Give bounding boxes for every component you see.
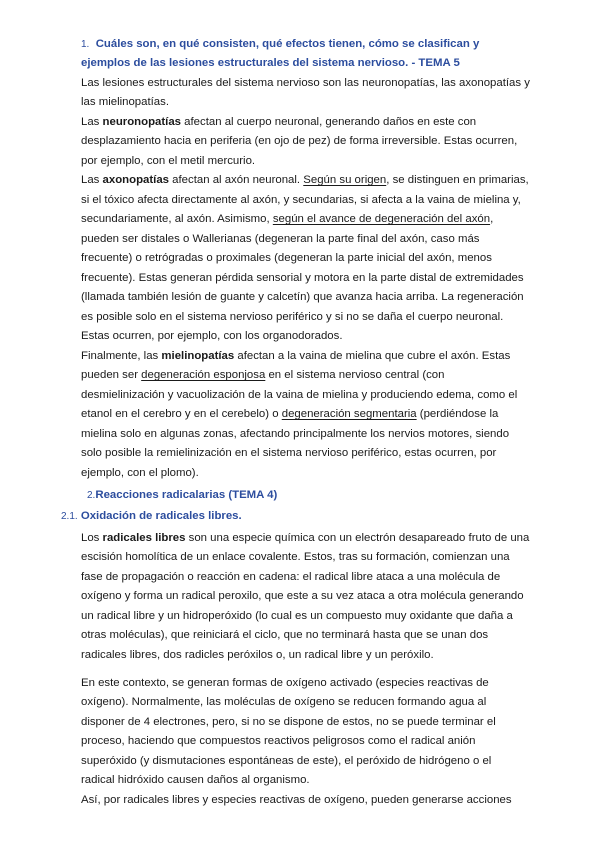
myelinopathy-line: solo posible la remielinización en el sistema nervioso periférico, estas ocurren, por	[81, 447, 497, 459]
section-1-heading	[81, 37, 479, 52]
term-axonopatias: axonopatías	[102, 174, 169, 186]
neuronopathy-line: Las neuronopatías afectan al cuerpo neuronal, generando daños en este con	[81, 116, 477, 128]
section-1-number: 1.	[81, 39, 90, 50]
underlined-text: degeneración segmentaria	[281, 408, 417, 420]
ros-line: oxígeno). Normalmente, las moléculas de oxígeno se reducen formando agua al	[81, 696, 487, 708]
axonopathy-line: Las axonopatías afectan al axón neuronal. Según su origen, se distinguen en primarias,	[81, 174, 529, 186]
axonopathy-line: frecuente) o retrógradas o proximales (degeneran la parte inicial del axón, menos	[81, 252, 492, 264]
free-radicals-line: oxígeno y forma un radical peroxilo, que este a su vez ataca a otra molécula generando	[81, 590, 524, 602]
ros-line: disponer de 4 electrones, pero, si no se dispone de estos, no se puede terminar el	[81, 716, 496, 728]
axonopathy-line: secundariamente, al axón. Asimismo, según el avance de degeneración del axón,	[81, 213, 494, 225]
term-mielinopatias: mielinopatías	[161, 350, 235, 362]
free-radicals-line: radicales libres, dos radicles peróxilos o, un radical libre y un peróxilo.	[81, 649, 434, 661]
ros-line: proceso, haciendo que compuestos reactivos peligrosos como el radical anión	[81, 735, 476, 747]
free-radicals-line: Los radicales libres son una especie química con un electrón desapareado fruto de una	[81, 532, 530, 544]
ros-line: superóxido (y dismutaciones espontáneas de este), el peróxido de hidrógeno o el	[81, 755, 492, 767]
axonopathy-line: frecuente). Estas generan pérdida sensorial y motora en la parte distal de extremidades	[81, 272, 524, 284]
neuronopathy-line: por ejemplo, con el metil mercurio.	[81, 155, 256, 167]
axonopathy-line: (llamada también lesión de guante y calcetín) que avanza hacia arriba. La regeneración	[81, 291, 524, 303]
axonopathy-line: Estas ocurren, por ejemplo, con los organodorados.	[81, 330, 343, 342]
underlined-text: Según su origen	[303, 174, 387, 186]
ros-line: Así, por radicales libres y especies reactivas de oxígeno, pueden generarse acciones	[81, 794, 512, 806]
subsection-2-1-number: 2.1.	[61, 511, 78, 522]
myelinopathy-line: mielina solo en algunas zonas, afectando principalmente los nervios motores, siendo	[81, 428, 510, 440]
section-1-title-line2: ejemplos de las lesiones estructurales del sistema nervioso. - TEMA 5	[81, 57, 460, 69]
myelinopathy-line: Finalmente, las mielinopatías afectan a la vaina de mielina que cubre el axón. Estas	[81, 350, 511, 362]
ros-line: radical hidróxido causen daños al organismo.	[81, 774, 310, 786]
section-1-title-line1: Cuáles son, en qué consisten, qué efectos tienen, cómo se clasifican y	[95, 38, 480, 50]
term-radicales-libres: radicales libres	[102, 532, 186, 544]
myelinopathy-line: pueden ser degeneración esponjosa en el sistema nervioso central (con	[81, 369, 445, 381]
subsection-2-1-title: Oxidación de radicales libres.	[80, 510, 242, 522]
free-radicals-line: fase de propagación o reacción en cadena: el radical libre ataca a una molécula de	[81, 571, 501, 583]
term-neuronopatias: neuronopatías	[102, 116, 182, 128]
free-radicals-line: escisión homolítica de un enlace covalente. Estos, tras su formación, comienzan una	[81, 551, 510, 563]
myelinopathy-line: desmielinización y vacuolización de la vaina de mielina y produciendo edema, como el	[81, 389, 518, 401]
underlined-text: degeneración esponjosa	[141, 369, 266, 381]
ros-line: En este contexto, se generan formas de oxígeno activado (especies reactivas de	[81, 677, 489, 689]
intro-line: las mielinopatías.	[81, 96, 170, 108]
free-radicals-line: un radical libre y un hidroperóxido (lo cual es un compuesto muy oxidante que daña a	[81, 610, 513, 622]
free-radicals-line: otras moléculas), que reiniciará el ciclo, que no terminará hasta que se unan dos	[81, 629, 489, 641]
axonopathy-line: pueden ser distales o Wallerianas (degeneran la parte final del axón, caso más	[81, 233, 480, 245]
section-2-number: 2.	[87, 490, 96, 501]
neuronopathy-line: desplazamiento hacia en periferia (en ojo de pez) de forma irreversible. Estas ocurren,	[81, 135, 518, 147]
myelinopathy-line: etanol en el cerebro y en el cerebelo) o degeneración segmentaria (perdiéndose la	[81, 408, 499, 420]
myelinopathy-line: ejemplo, con el plomo).	[81, 467, 199, 479]
axonopathy-line: es posible solo en el sistema nervioso periférico y si no se daña el cuerpo neuronal.	[81, 311, 504, 323]
axonopathy-line: si el tóxico afecta directamente al axón, y secundarias, si afecta a la vaina de mielina y,	[81, 194, 521, 206]
section-2-heading	[87, 488, 277, 503]
underlined-text: según el avance de degeneración del axón	[272, 213, 491, 225]
subsection-2-1-heading	[61, 509, 242, 524]
section-2-title: Reacciones radicalarias (TEMA 4)	[95, 489, 278, 501]
intro-line: Las lesiones estructurales del sistema nervioso son las neuronopatías, las axonopatías y	[81, 77, 530, 89]
